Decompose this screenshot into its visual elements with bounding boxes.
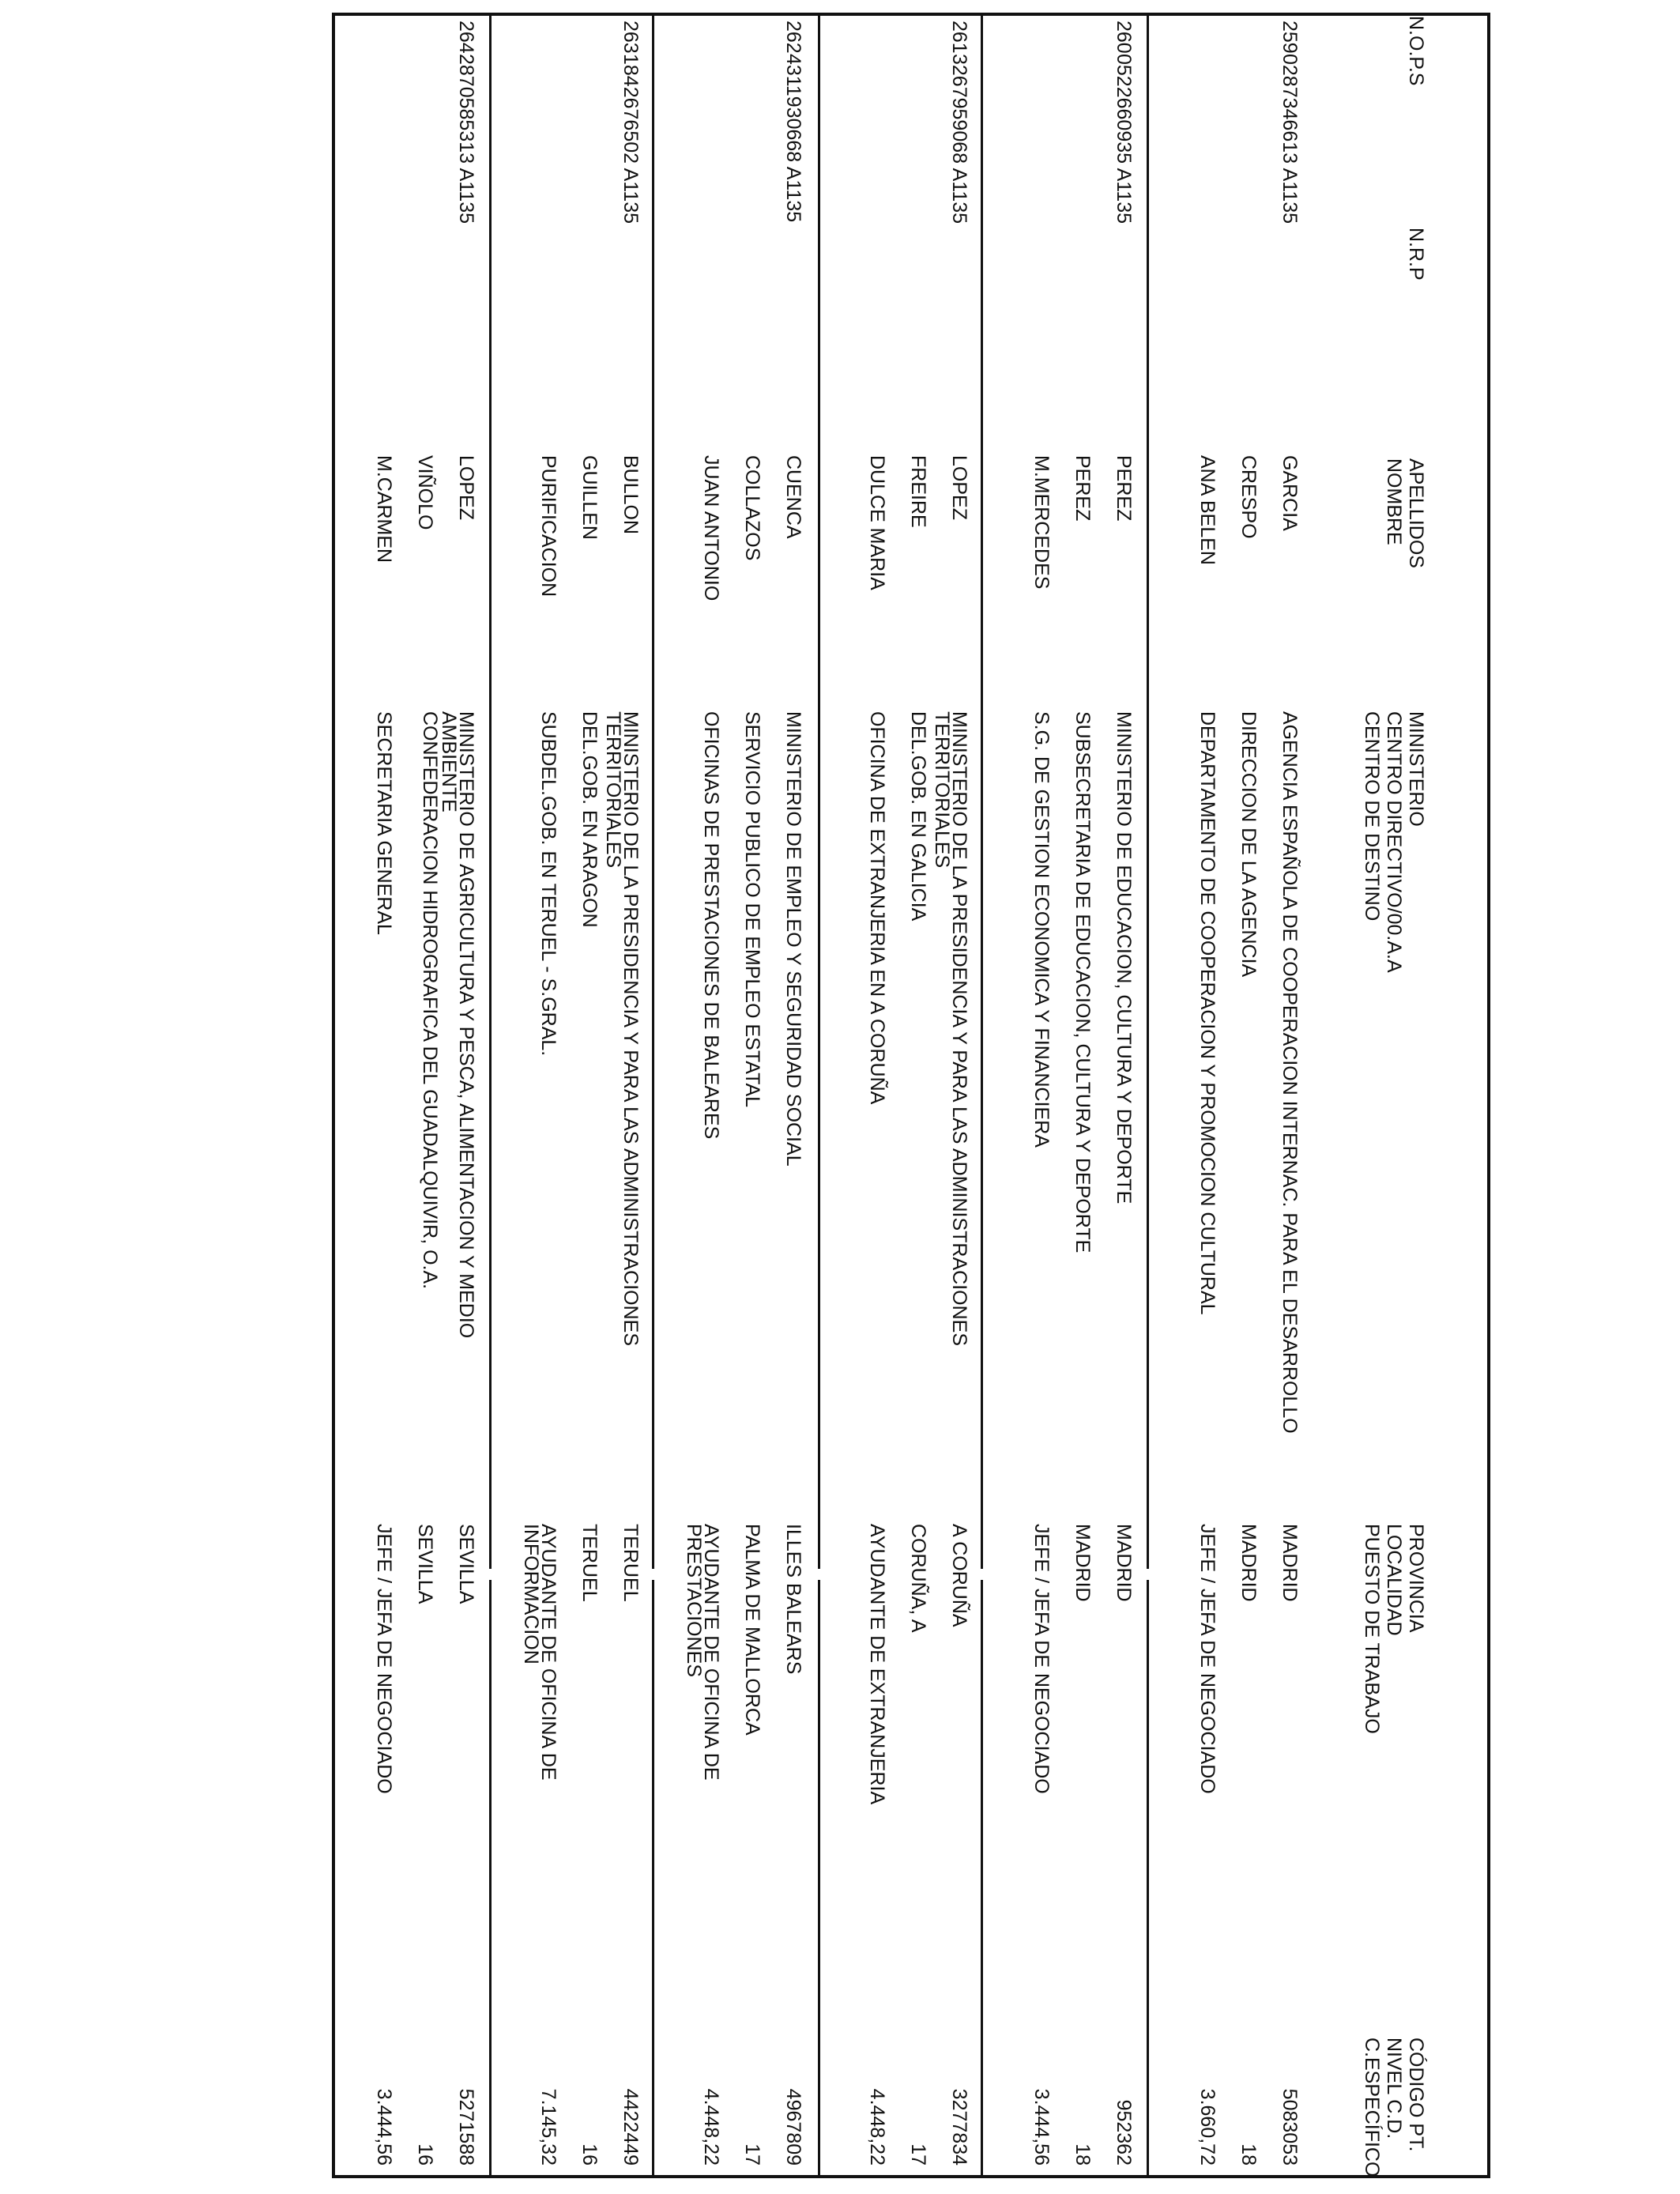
record-apellido1: GARCIA [1279,455,1301,531]
record-nops: 260 [1113,21,1135,54]
header-nivel: NIVEL C.D. [1383,2038,1405,2139]
record-nops: 261 [948,21,970,54]
record-centro-directivo: SUBSECRETARIA DE EDUCACION, CULTURA Y DEPORTE [1072,711,1094,1253]
record-ministerio: MINISTERIO DE AGRICULTURA Y PESCA, ALIMENTACION Y MEDIO [455,711,477,1339]
header-codigo: CÓDIGO PT. [1405,2038,1427,2152]
record-nivel: 16 [414,2143,436,2166]
record-especifico: 3.444,56 [1030,2088,1053,2166]
record-nombre: M.CARMEN [373,455,395,564]
record-centro-directivo: DEL.GOB. EN GALICIA [907,711,929,922]
record-provincia: SEVILLA [455,1524,477,1604]
record-provincia: TERUEL [620,1524,642,1602]
record-especifico: 4.448,22 [866,2088,888,2166]
record-puesto: JEFE / JEFA DE NEGOCIADO [1030,1524,1053,1794]
record-nops: 264 [455,21,477,54]
header-centro-destino: CENTRO DE DESTINO [1361,711,1383,922]
record-centro-destino: OFICINA DE EXTRANJERIA EN A CORUÑA [866,711,888,1105]
record-localidad: SEVILLA [414,1524,436,1604]
record-puesto: JEFE / JEFA DE NEGOCIADO [1196,1524,1219,1794]
record-ministerio: AGENCIA ESPAÑOLA DE COOPERACION INTERNAC. PARA EL DESARROLLO [1279,711,1301,1434]
record-especifico: 3.660,72 [1196,2088,1219,2166]
record-ministerio: MINISTERIO DE EDUCACION, CULTURA Y DEPORTE [1113,711,1135,1204]
record-codigo: 5271588 [455,2088,477,2166]
record-nivel: 17 [907,2143,929,2166]
record-apellido1: PEREZ [1113,455,1135,522]
record-centro-destino: DEPARTAMENTO DE COOPERACION Y PROMOCION CULTURAL [1196,711,1219,1315]
record-nrp: 2870585313 A1135 [455,54,477,224]
record-apellido2: FREIRE [907,455,929,528]
record-codigo: 5083053 [1279,2088,1301,2166]
row-separator [981,13,983,2178]
record-centro-directivo: DIRECCION DE LA AGENCIA [1237,711,1260,978]
record-nombre: DULCE MARIA [866,455,888,590]
record-provincia: MADRID [1113,1524,1135,1602]
record-centro-destino: S.G. DE GESTION ECONOMICA Y FINANCIERA [1030,711,1053,1148]
record-nrp: 0522660935 A1135 [1113,54,1135,224]
table-frame [332,13,1490,2178]
record-localidad: MADRID [1072,1524,1094,1602]
record-codigo: 952362 [1113,2099,1135,2166]
header-nombre: NOMBRE [1383,458,1405,545]
record-centro-directivo: CONFEDERACION HIDROGRAFICA DEL GUADALQUIVIR, O.A. [419,711,441,1290]
record-nops: 263 [620,21,642,54]
record-localidad: CORUÑA, A [907,1524,929,1633]
record-nrp: 1842676502 A1135 [620,54,642,224]
record-centro-directivo: DEL.GOB. EN ARAGON [578,711,601,928]
record-puesto-cont: PRESTACIONES [683,1524,705,1678]
header-ministerio: MINISTERIO [1405,711,1427,827]
header-puesto: PUESTO DE TRABAJO [1361,1524,1383,1734]
record-nrp: 4311930668 A1135 [782,54,804,223]
record-puesto: AYUDANTE DE EXTRANJERIA [866,1524,888,1805]
header-localidad: LOCALIDAD [1383,1524,1405,1636]
record-codigo: 4967809 [782,2088,804,2166]
row-separator [652,13,654,2178]
record-nivel: 18 [1072,2143,1094,2166]
record-especifico: 4.448,22 [700,2088,722,2166]
record-apellido2: GUILLEN [578,455,601,540]
record-nrp: 3267959068 A1135 [948,54,970,224]
record-ministerio: MINISTERIO DE LA PRESIDENCIA Y PARA LAS ADMINISTRACIONES [948,711,970,1347]
record-localidad: PALMA DE MALLORCA [741,1524,763,1736]
record-nombre: M.MERCEDES [1030,455,1053,590]
record-ministerio-cont: TERRITORIALES [931,711,953,869]
record-nivel: 17 [741,2143,763,2166]
record-provincia: A CORUÑA [948,1524,970,1627]
record-nrp: 0287346613 A1135 [1279,54,1301,224]
header-nops: N.O.P.S [1405,16,1427,86]
record-centro-directivo: SERVICIO PUBLICO DE EMPLEO ESTATAL [741,711,763,1108]
record-apellido2: PEREZ [1072,455,1094,522]
record-nombre: PURIFICACION [537,455,559,598]
record-centro-destino: SUBDEL.GOB. EN TERUEL - S.GRAL. [537,711,559,1057]
record-apellido1: CUENCA [782,455,804,539]
header-centro-directivo: CENTRO DIRECTIVO/00.A.A [1383,711,1405,973]
record-apellido1: BULLON [620,455,642,535]
record-nombre: JUAN ANTONIO [700,455,722,601]
row-separator [1147,13,1149,2178]
record-nivel: 18 [1237,2143,1260,2166]
record-localidad: MADRID [1237,1524,1260,1602]
record-apellido1: LOPEZ [948,455,970,520]
record-apellido2: COLLAZOS [741,455,763,561]
record-ministerio-cont: AMBIENTE [438,711,460,812]
record-apellido2: VIÑOLO [414,455,436,530]
record-puesto: JEFE / JEFA DE NEGOCIADO [373,1524,395,1794]
record-puesto: AYUDANTE DE OFICINA DE [700,1524,722,1781]
record-puesto: AYUDANTE DE OFICINA DE [537,1524,559,1781]
record-codigo: 4422449 [620,2088,642,2166]
row-separator [818,13,820,2178]
header-apellidos: APELLIDOS [1405,458,1427,568]
record-ministerio-cont: TERRITORIALES [602,711,624,869]
record-centro-destino: OFICINAS DE PRESTACIONES DE BALEARES [700,711,722,1140]
record-codigo: 3277834 [948,2088,970,2166]
header-nrp: N.R.P [1405,228,1427,281]
header-especifico: C.ESPECÍFICO [1361,2038,1383,2177]
record-ministerio: MINISTERIO DE EMPLEO Y SEGURIDAD SOCIAL [782,711,804,1167]
record-provincia: ILLES BALEARS [782,1524,804,1675]
record-apellido2: CRESPO [1237,455,1260,539]
record-nops: 259 [1279,21,1301,54]
record-centro-destino: SECRETARIA GENERAL [373,711,395,935]
record-provincia: MADRID [1279,1524,1301,1602]
record-especifico: 7.145,32 [537,2088,559,2166]
record-nops: 262 [782,21,804,54]
record-puesto-cont: INFORMACION [520,1524,542,1664]
row-separator [489,13,492,2178]
record-localidad: TERUEL [578,1524,601,1602]
record-nivel: 16 [578,2143,601,2166]
record-apellido1: LOPEZ [455,455,477,520]
record-especifico: 3.444,56 [373,2088,395,2166]
record-nombre: ANA BELEN [1196,455,1219,565]
header-provincia: PROVINCIA [1405,1524,1427,1633]
record-ministerio: MINISTERIO DE LA PRESIDENCIA Y PARA LAS ADMINISTRACIONES [620,711,642,1347]
